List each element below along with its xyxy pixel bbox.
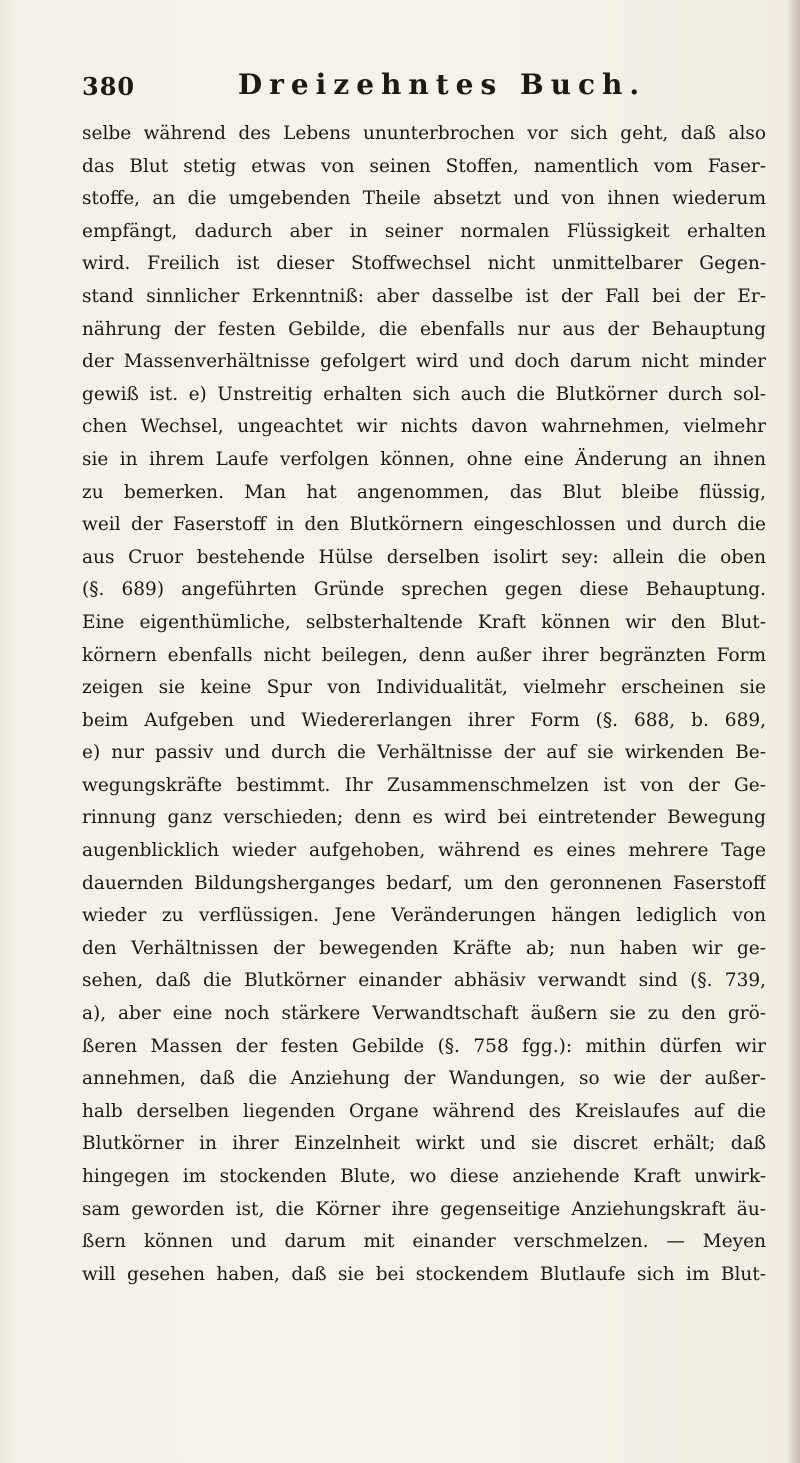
text-line: sie in ihrem Laufe verfolgen können, ohne eine Änderung an ihnen [82, 448, 766, 470]
text-line: augenblicklich wieder aufgehoben, während es eines mehrere Tage [82, 840, 766, 862]
page-header [82, 68, 758, 108]
body-text [82, 118, 766, 1291]
text-line: dauernden Bildungsherganges bedarf, um den geronnenen Faserstoff [82, 872, 766, 894]
text-line: halb derselben liegenden Organe während des Kreislaufes auf die [82, 1100, 766, 1122]
text-line: sehen, daß die Blutkörner einander abhäsiv verwandt sind (§. 739, [82, 970, 766, 992]
text-line: körnern ebenfalls nicht beilegen, denn außer ihrer begränzten Form [82, 644, 766, 666]
text-line: sam geworden ist, die Körner ihre gegenseitige Anziehungskraft äu- [82, 1198, 766, 1220]
text-line: Blutkörner in ihrer Einzelnheit wirkt und sie discret erhält; daß [82, 1133, 766, 1155]
running-title: Dreizehntes Buch. [237, 68, 647, 101]
text-line: ßeren Massen der festen Gebilde (§. 758 fgg.): mithin dürfen wir [82, 1035, 766, 1057]
text-line: annehmen, daß die Anziehung der Wandungen, so wie der außer- [82, 1068, 766, 1090]
text-line: wieder zu verflüssigen. Jene Veränderungen hängen lediglich von [82, 905, 766, 927]
text-line: stand sinnlicher Erkenntniß: aber dasselbe ist der Fall bei der Er- [82, 285, 766, 307]
text-line: wird. Freilich ist dieser Stoffwechsel nicht unmittelbarer Gegen- [82, 253, 766, 275]
text-line: zeigen sie keine Spur von Individualität, vielmehr erscheinen sie [82, 677, 766, 699]
text-line: hingegen im stockenden Blute, wo diese anziehende Kraft unwirk- [82, 1166, 766, 1187]
page-number: 380 [82, 72, 136, 101]
text-line: aus Cruor bestehende Hülse derselben isolirt sey: allein die oben [82, 546, 766, 568]
page-edge-shadow [786, 0, 800, 1463]
text-line: zu bemerken. Man hat angenommen, das Blut bleibe flüssig, [82, 481, 766, 503]
text-line: wegungskräfte bestimmt. Ihr Zusammenschmelzen ist von der Ge- [82, 774, 766, 796]
text-line: ßern können und darum mit einander verschmelzen. — Meyen [82, 1231, 766, 1253]
text-line: a), aber eine noch stärkere Verwandtschaft äußern sie zu den grö- [82, 1003, 766, 1025]
text-line: beim Aufgeben und Wiedererlangen ihrer Form (§. 688, b. 689, [82, 709, 766, 731]
text-line: der Massenverhältnisse gefolgert wird und doch darum nicht minder [82, 351, 766, 373]
text-line: (§. 689) angeführten Gründe sprechen gegen diese Behauptung. [82, 579, 766, 601]
text-line: will gesehen haben, daß sie bei stockendem Blutlaufe sich im Blut- [82, 1263, 766, 1285]
text-line: weil der Faserstoff in den Blutkörnern eingeschlossen und durch die [82, 514, 766, 536]
text-line: chen Wechsel, ungeachtet wir nichts davon wahrnehmen, vielmehr [82, 416, 766, 438]
text-line: nährung der festen Gebilde, die ebenfalls nur aus der Behauptung [82, 318, 766, 340]
text-line: den Verhältnissen der bewegenden Kräfte ab; nun haben wir ge- [82, 937, 766, 959]
text-line: e) nur passiv und durch die Verhältnisse der auf sie wirkenden Be- [82, 742, 766, 764]
text-line: selbe während des Lebens ununterbrochen vor sich geht, daß also [82, 123, 766, 144]
text-line: Eine eigenthümliche, selbsterhaltende Kraft können wir den Blut- [82, 611, 766, 633]
text-line: rinnung ganz verschieden; denn es wird bei eintretender Bewegung [82, 807, 766, 829]
text-line: stoffe, an die umgebenden Theile absetzt und von ihnen wiederum [82, 188, 766, 210]
text-line: das Blut stetig etwas von seinen Stoffen, namentlich vom Faser- [82, 155, 766, 177]
text-line: empfängt, dadurch aber in seiner normalen Flüssigkeit erhalten [82, 220, 766, 242]
text-line: gewiß ist. e) Unstreitig erhalten sich auch die Blutkörner durch sol- [82, 383, 766, 405]
